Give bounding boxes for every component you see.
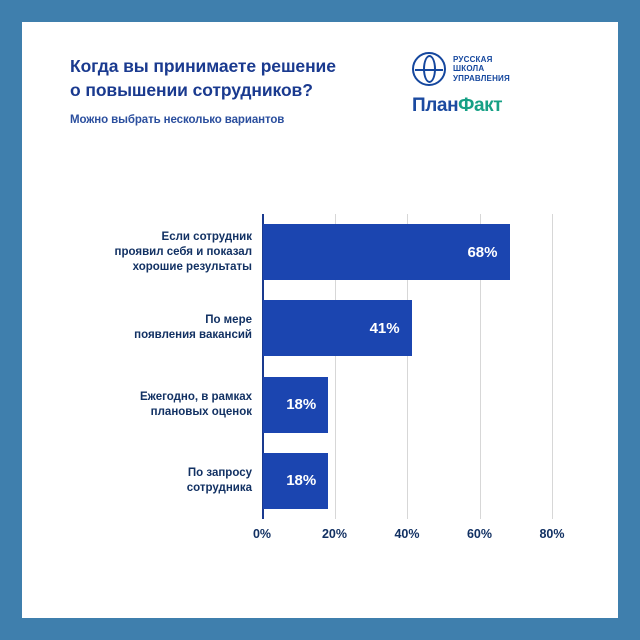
bar xyxy=(263,377,328,433)
bar xyxy=(263,453,328,509)
rsu-line-3: УПРАВЛЕНИЯ xyxy=(453,73,510,83)
page-subtitle: Можно выбрать несколько вариантов xyxy=(70,114,285,126)
bar xyxy=(263,300,412,356)
planfakt-plan: План xyxy=(412,95,459,116)
x-tick-label: 0% xyxy=(252,527,272,541)
category-label-line: По запросу xyxy=(187,466,252,479)
rsu-line-2: ШКОЛА xyxy=(453,64,485,74)
globe-icon xyxy=(412,52,446,86)
bar-value-label: 68% xyxy=(467,243,498,261)
category-label xyxy=(62,390,252,420)
category-label xyxy=(62,230,252,275)
bar-value-label: 18% xyxy=(286,472,317,490)
rsu-logo xyxy=(412,52,572,86)
category-label-line: Если сотрудник xyxy=(161,230,252,243)
category-label-line: сотрудника xyxy=(186,481,252,494)
x-tick-label: 40% xyxy=(394,527,420,541)
bar-chart xyxy=(62,200,582,560)
rsu-logo-text xyxy=(453,55,510,84)
category-label-line: плановых оценок xyxy=(150,405,252,418)
planfakt-logo xyxy=(412,95,572,117)
rsu-line-1: РУССКАЯ xyxy=(453,54,493,64)
category-label-line: Ежегодно, в рамках xyxy=(140,390,252,403)
x-tick-label: 80% xyxy=(539,527,565,541)
x-tick-label: 60% xyxy=(466,527,493,541)
planfakt-fakt: Факт xyxy=(458,95,503,116)
category-label-line: хорошие результаты xyxy=(132,260,252,273)
category-labels xyxy=(62,214,252,519)
logo-group xyxy=(412,52,572,117)
category-label-line: проявил себя и показал xyxy=(114,245,252,258)
category-label-line: По мере xyxy=(205,314,252,327)
bar-value-label: 41% xyxy=(369,319,400,337)
category-label xyxy=(62,313,252,343)
category-label-line: появления вакансий xyxy=(134,329,252,342)
category-label xyxy=(62,466,252,496)
title-line-1: Когда вы принимаете решение xyxy=(70,56,336,76)
bar xyxy=(263,224,510,280)
x-axis xyxy=(252,519,565,549)
bar-value-label: 18% xyxy=(286,396,317,414)
x-tick-label: 20% xyxy=(321,527,348,541)
plot-area xyxy=(262,214,552,519)
title-line-2: о повышении сотрудников? xyxy=(70,80,313,100)
page-title xyxy=(70,54,400,102)
gridline xyxy=(552,214,553,519)
infographic-card xyxy=(22,22,618,618)
